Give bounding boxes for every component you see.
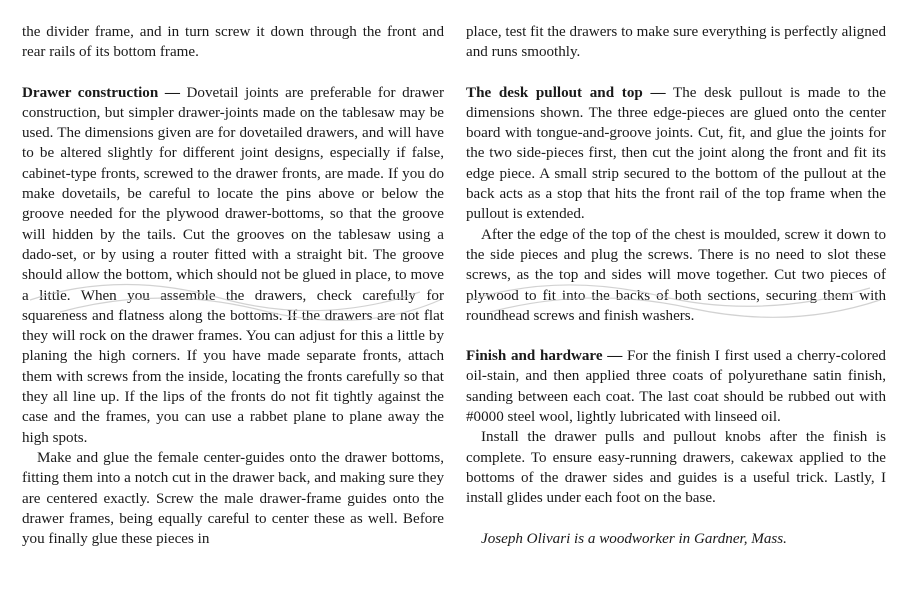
continued-paragraph: the divider frame, and in turn screw it down through the front and rear rails of its bottom frame. xyxy=(22,24,444,61)
drawer-construction-heading: Drawer construction — xyxy=(22,84,180,101)
author-byline: Joseph Olivari is a woodworker in Gardner, Mass. xyxy=(481,530,787,547)
left-column xyxy=(22,22,444,549)
desk-pullout-heading: The desk pullout and top — xyxy=(466,84,666,101)
center-guides-paragraph: Make and glue the female center-guides onto the drawer bottoms, fitting them into a notch cut in the drawer back, and making sure they are centered exactly. Screw the male drawer-frame guides onto the drawer frames, being equally careful to center these as well. Before you finally glue these pieces in xyxy=(22,449,444,548)
finish-hardware-heading: Finish and hardware — xyxy=(466,348,623,365)
drawer-construction-paragraph xyxy=(22,83,444,448)
desk-pullout-body: The desk pullout is made to the dimensions shown. The three edge-pieces are glued onto the center board with tongue-and-groove joints. Cut, fit, and glue the joints for the two side-pieces first, then cut the joint along the front and fit its edge piece. A small strip secured to the bottom of the pullout at the back acts as a stop that hits the front rail of the top frame when the pullout is extended. xyxy=(466,84,887,223)
moulding-paragraph: After the edge of the top of the chest is moulded, screw it down to the side pieces and plug the screws. There is no need to slot these screws, as the top and sides will move together. Cut two pieces of plywood to fit into the backs of both sections, securing them with roundhead screws and finish washers. xyxy=(466,226,886,324)
drawer-construction-body: Dovetail joints are preferable for drawer construction, but simpler drawer-joints made on the tablesaw may be used. The dimensions given are for dovetailed drawers, and will have to be altered slightly for different joint designs, especially if false, cabinet-type fronts, screwed to the drawer fronts, are made. If you do make dovetails, be careful to locate the pins above or below the groove needed for the plywood drawer-bottoms, so that the groove will hidden by the tails. Cut the grooves on the tablesaw using a dado-set, or by using a router fitted with a straight bit. The groove should allow the bottom, which should not be glued in place, to move a little. When you assemble the drawers, check carefully for squareness and flatness along the bottoms. If the drawers are not flat they will rock on the drawer frames. You can adjust for this a little by planing the high corners. If you have made separate fronts, attach them with screws from the inside, locating the fronts carefully so that they all line up. If the lips of the fronts do not fit tightly against the case and the frames, you can use a rabbet plane to plane away the high spots. xyxy=(22,84,444,446)
desk-pullout-paragraph xyxy=(466,83,886,225)
finish-hardware-paragraph xyxy=(466,346,886,427)
finish-hardware-body: For the finish I first used a cherry-colored oil-stain, and then applied three coats of polyurethane satin finish, sanding between each coat. The last coat should be rubbed out with #0000 steel wool, lightly lubricated with linseed oil. xyxy=(466,348,886,426)
continued-paragraph: place, test fit the drawers to make sure everything is perfectly aligned and runs smoothly. xyxy=(466,24,886,61)
right-column xyxy=(466,22,886,549)
install-paragraph: Install the drawer pulls and pullout knobs after the finish is complete. To ensure easy-running drawers, cakewax applied to the bottoms of the drawer sides and guides is a useful trick. Lastly, I install glides under each foot on the base. xyxy=(466,429,886,507)
